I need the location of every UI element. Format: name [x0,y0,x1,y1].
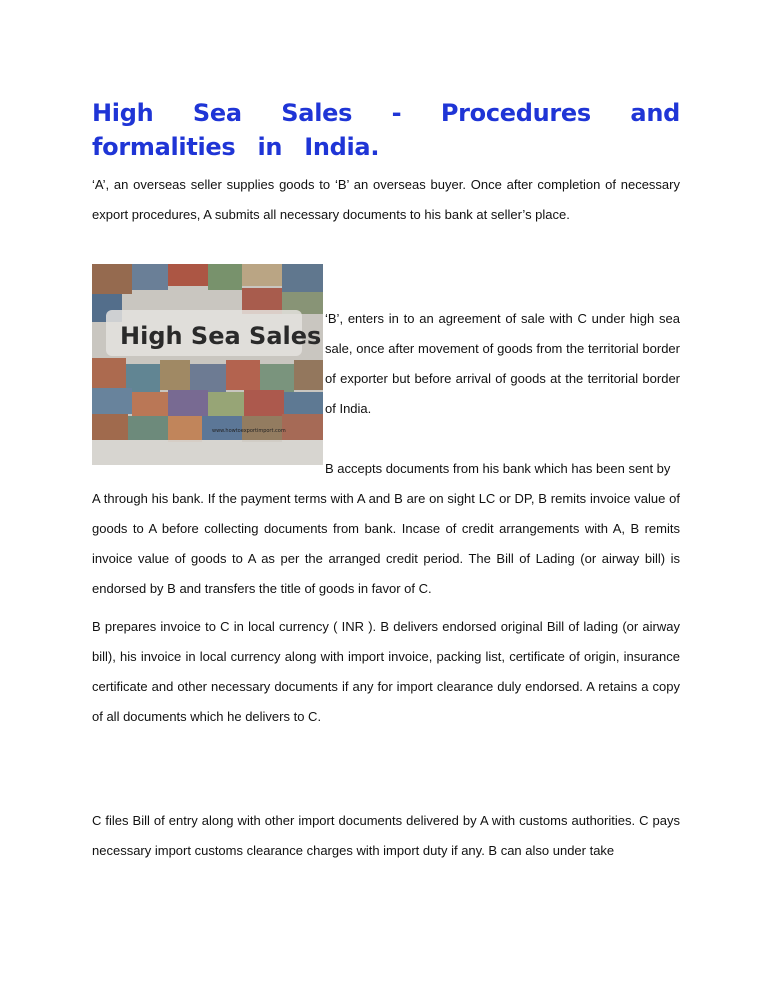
paragraph-4: B prepares invoice to C in local currency ( INR ). B delivers endorsed original Bill of lading (or airway bill), his invoice in local currency along with import invoice, packing list, certificate of origin, insurance certificate and other necessary documents if any for import clearance duly endorsed. A retains a copy of all documents which he delivers to C. [92,619,680,724]
high-sea-sales-image [92,264,323,465]
paragraph-3-rest: A through his bank. If the payment terms with A and B are on sight LC or DP, B remits invoice value of goods to A before collecting documents from bank. Incase of credit arrangements with A, B remits invoice value of goods to A as per the arranged credit period. The Bill of Lading (or airway bill) is endorsed by B and transfers the title of goods in favor of C. [92,491,680,596]
figure-watermark: www.howtoexportimport.com [212,428,286,434]
paragraph-2: ‘B’, enters in to an agreement of sale with C under high sea sale, once after movement of goods from the territorial border of exporter but before arrival of goods at the territorial border of India. [325,311,680,416]
document-title: High Sea Sales - Procedures and formalities in India. [92,99,680,161]
paragraph-3-start: B accepts documents from his bank which has been sent by [325,461,671,476]
figure-caption: High Sea Sales [120,322,322,350]
paragraph-5: C files Bill of entry along with other import documents delivered by A with customs authorities. C pays necessary import customs clearance charges with import duty if any. B can also under take [92,813,680,858]
paragraph-2-block [92,264,680,604]
paragraph-1: ‘A’, an overseas seller supplies goods to ‘B’ an overseas buyer. Once after completion of necessary export procedures, A submits all necessary documents to his bank at seller’s place. [92,177,680,222]
